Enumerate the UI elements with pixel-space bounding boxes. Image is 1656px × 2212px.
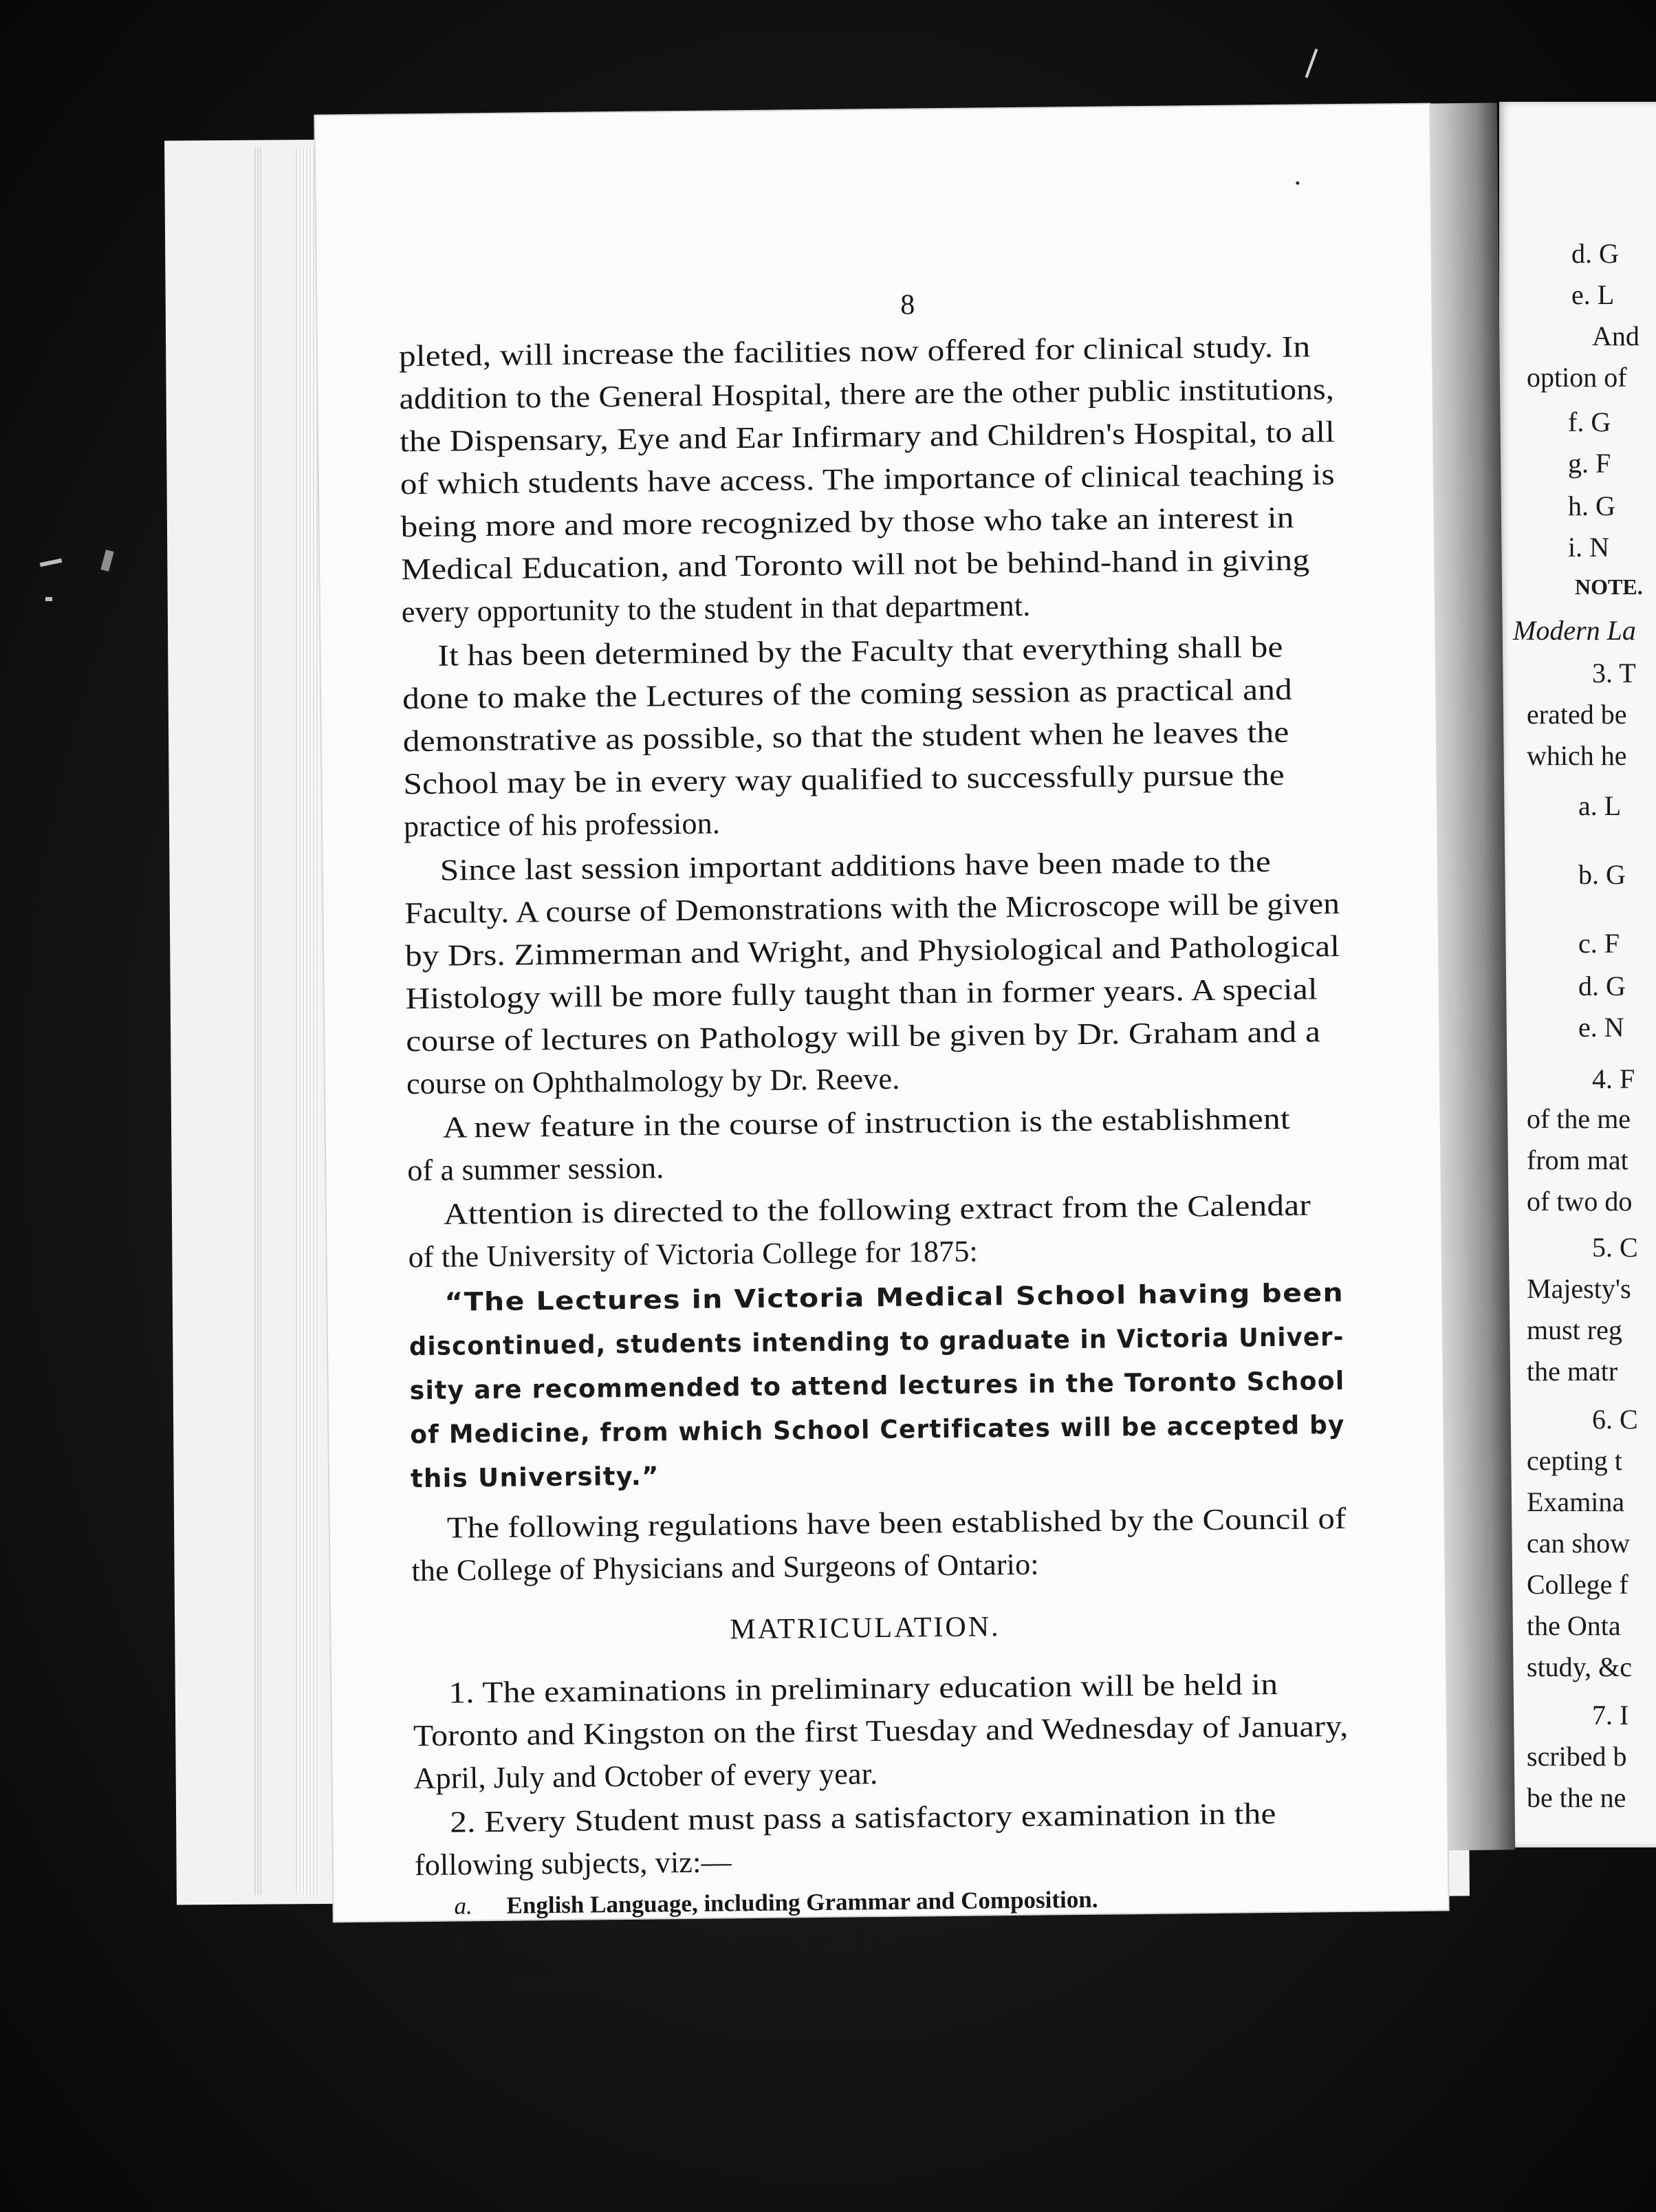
paragraph-line: School may be in every way qualified to successfully pursue the <box>403 757 1285 801</box>
facing-page-line: 6. C <box>1592 1404 1638 1435</box>
list-text: English Language, including Grammar and Composition. <box>506 1885 1098 1919</box>
subject-list-item <box>455 1965 893 1997</box>
facing-page-line: f. G <box>1568 406 1611 437</box>
list-text: Algebra, including Simple Equations. <box>507 1964 893 1996</box>
regulation-line: 1. The examinations in preliminary education will be held in <box>448 1667 1278 1710</box>
paragraph-line: course on Ophthalmology by Dr. Reeve. <box>406 1061 900 1101</box>
facing-page-line: from mat <box>1527 1145 1628 1175</box>
paragraph-line: done to make the Lectures of the coming session as practical and <box>402 672 1293 716</box>
facing-page-line: Majesty's <box>1527 1273 1631 1304</box>
list-letter: c. <box>455 1969 472 1997</box>
facing-page-line: cepting t <box>1527 1445 1622 1476</box>
facing-page-line: Modern La <box>1513 615 1636 646</box>
paragraph-line: Histology will be more fully taught than in former years. A special <box>405 972 1318 1016</box>
facing-page-line: which he <box>1527 740 1627 771</box>
quote-line: sity are recommended to attend lectures in the Toronto School <box>409 1365 1345 1406</box>
facing-page-line: g. F <box>1568 448 1611 479</box>
facing-page-line: be the ne <box>1527 1782 1626 1813</box>
paragraph-line: Medical Education, and Toronto will not be behind-hand in giving <box>400 543 1310 587</box>
quote-line: of Medicine, from which School Certificates will be accepted by <box>410 1409 1345 1450</box>
facing-page-line: c. F <box>1578 928 1620 959</box>
paragraph-line: the Dispensary, Eye and Ear Infirmary and Children's Hospital, to all <box>400 415 1336 459</box>
paragraph-line: Faculty. A course of Demonstrations with the Microscope will be given <box>404 887 1340 931</box>
page-number: 8 <box>900 289 915 321</box>
paragraph-line: of the University of Victoria College for 1875: <box>408 1234 979 1275</box>
paragraph-line: A new feature in the course of instruction is the establishment <box>442 1101 1291 1145</box>
facing-page-line: the matr <box>1527 1356 1618 1387</box>
paragraph-line: The following regulations have been established by the Council of <box>446 1501 1347 1545</box>
facing-page-line: can show <box>1527 1528 1630 1559</box>
paragraph-line: the College of Physicians and Surgeons of Ontario: <box>411 1547 1039 1588</box>
paragraph-line: It has been determined by the Faculty that everything shall be <box>437 629 1283 673</box>
quote-line: discontinued, students intending to graduate in Victoria Univer- <box>408 1321 1344 1362</box>
facing-page-line: d. G <box>1578 971 1626 1001</box>
facing-page-line: study, &c <box>1527 1651 1632 1682</box>
facing-page-line: scribed b <box>1527 1741 1627 1772</box>
page-stack-edge <box>254 148 263 1895</box>
paragraph-line: practice of his profession. <box>403 806 721 844</box>
facing-page-line: e. L <box>1571 279 1615 310</box>
regulation-line: 2. Every Student must pass a satisfactory examination in the <box>450 1797 1276 1839</box>
facing-page-line: of two do <box>1527 1186 1633 1217</box>
paragraph-line: of a summer session. <box>407 1151 664 1188</box>
quote-line: “The Lectures in Victoria Medical School having been <box>444 1277 1344 1317</box>
facing-page-line: And <box>1592 321 1639 351</box>
facing-page-line: College f <box>1527 1569 1628 1600</box>
page-stack-edge <box>296 148 319 1895</box>
section-heading: MATRICULATION. <box>730 1611 1001 1646</box>
paragraph-line: by Drs. Zimmerman and Wright, and Physiological and Pathological <box>404 929 1340 973</box>
facing-page-line: NOTE. <box>1575 574 1643 599</box>
list-letter: a. <box>454 1892 473 1920</box>
facing-page-line: i. N <box>1568 532 1609 563</box>
facing-page-line: e. N <box>1578 1012 1624 1043</box>
facing-page-line: 7. I <box>1592 1700 1629 1731</box>
facing-page <box>1499 102 1656 1847</box>
film-scratch <box>45 597 52 601</box>
regulation-line: following subjects, viz:— <box>414 1845 732 1883</box>
facing-page-line: must reg <box>1527 1314 1622 1345</box>
facing-page-line: of the me <box>1527 1103 1631 1134</box>
regulation-line: April, July and October of every year. <box>413 1757 878 1796</box>
paragraph-line: Attention is directed to the following extract from the Calendar <box>443 1188 1311 1231</box>
facing-page-line: option of <box>1527 362 1627 393</box>
paragraph-line: demonstrative as possible, so that the student when he leaves the <box>402 715 1289 759</box>
paragraph-line: Since last session important additions have been made to the <box>439 845 1272 887</box>
quote-line: this University.” <box>410 1461 660 1494</box>
list-text: Arithmetic, including Vulgar and Decimal Fractions. <box>506 1924 1048 1958</box>
facing-page-line: d. G <box>1571 238 1619 269</box>
paragraph-line: addition to the General Hospital, there are the other public institutions, <box>399 372 1335 416</box>
paragraph-line: course of lectures on Pathology will be given by Dr. Graham and a <box>406 1015 1321 1059</box>
facing-page-line: a. L <box>1578 790 1622 821</box>
paragraph-line: of which students have access. The importance of clinical teaching is <box>400 457 1336 501</box>
paragraph-line: being more and more recognized by those who take an interest in <box>400 500 1294 544</box>
facing-page-line: b. G <box>1578 859 1626 890</box>
document-page <box>315 105 1448 1997</box>
facing-page-line: 5. C <box>1592 1232 1638 1263</box>
facing-page-line: 4. F <box>1592 1063 1635 1094</box>
paragraph-line: every opportunity to the student in that department. <box>401 588 1031 629</box>
facing-page-line: the Onta <box>1527 1610 1621 1641</box>
paragraph-line: pleted, will increase the facilities now offered for clinical study. In <box>398 329 1311 373</box>
facing-page-line: erated be <box>1527 699 1627 730</box>
list-letter: b. <box>454 1931 473 1958</box>
facing-page-line: 3. T <box>1592 658 1636 688</box>
facing-page-line: Examina <box>1527 1486 1625 1517</box>
facing-page-line: h. G <box>1568 490 1615 521</box>
ink-speck <box>1296 182 1299 185</box>
regulation-line: Toronto and Kingston on the first Tuesday and Wednesday of January, <box>413 1709 1349 1753</box>
